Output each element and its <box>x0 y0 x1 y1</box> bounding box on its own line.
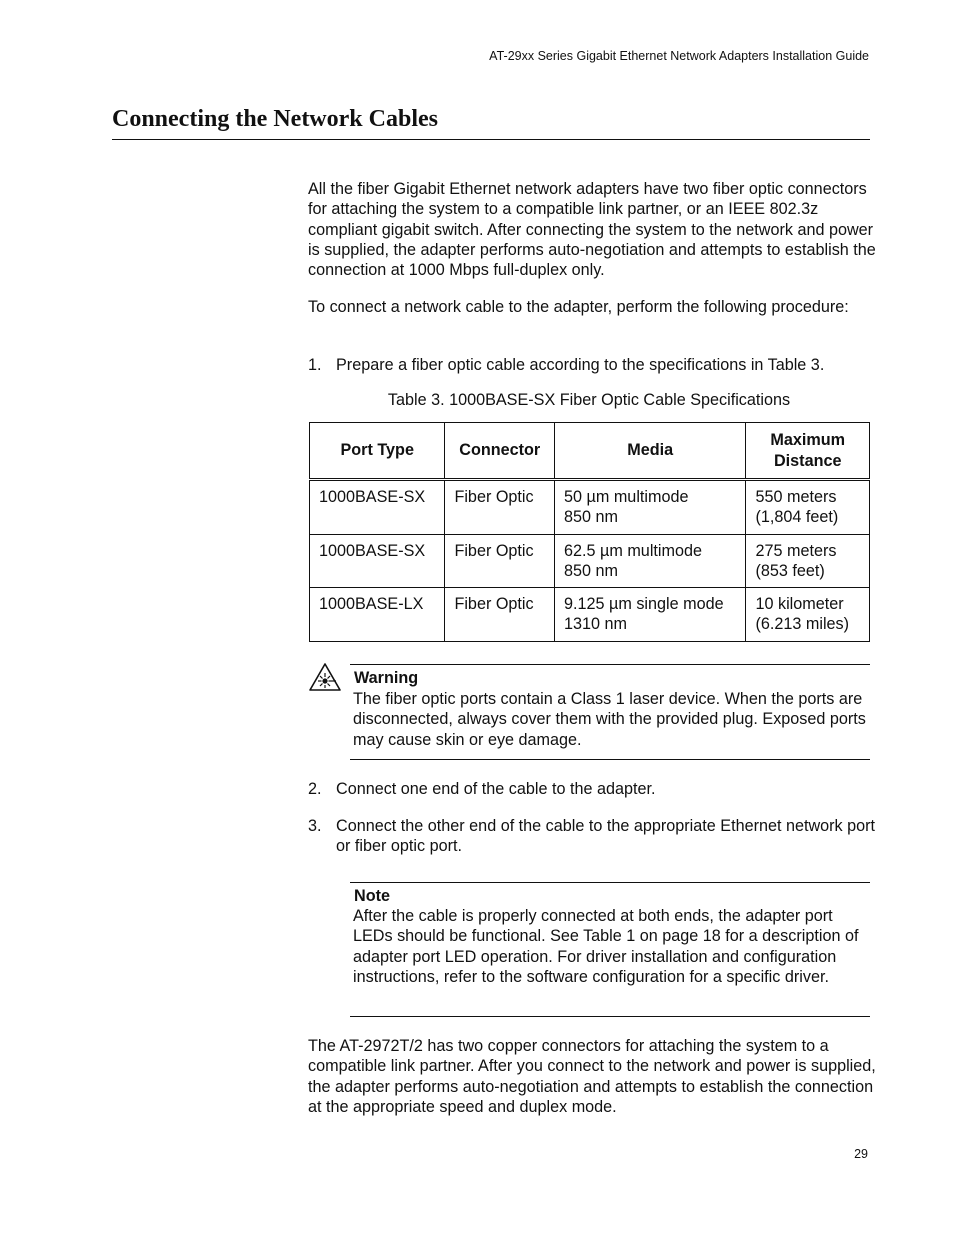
table-caption: Table 3. 1000BASE-SX Fiber Optic Cable Specifications <box>387 391 791 409</box>
cell-distance: 10 kilometer (6.213 miles) <box>746 588 870 642</box>
procedure-intro-paragraph: To connect a network cable to the adapter, perform the following procedure: <box>308 298 849 316</box>
step-3 <box>308 816 878 857</box>
page-number: 29 <box>854 1147 868 1161</box>
note-title: Note <box>354 887 390 905</box>
warning-bottom-rule <box>350 759 870 760</box>
cell-media: 9.125 µm single mode 1310 nm <box>555 588 746 642</box>
intro-paragraph: All the fiber Gigabit Ethernet network adapters have two fiber optic connectors for attaching the system to a compatible link partner, or an IEEE 802.3z compliant gigabit switch. After connecting the system to the network and power is supplied, the adapter performs auto-negotiation and attempts to establish the connection at 1000 Mbps full-duplex only. <box>308 180 876 280</box>
step-text: Prepare a fiber optic cable according to the specifications in Table 3. <box>336 356 825 374</box>
cell-connector: Fiber Optic <box>445 480 555 535</box>
step-2 <box>308 779 878 799</box>
step-number: 1. <box>308 356 322 374</box>
step-text: Connect the other end of the cable to the appropriate Ethernet network port or fiber optic port. <box>336 817 876 856</box>
cell-connector: Fiber Optic <box>445 588 555 642</box>
step-1 <box>308 355 878 375</box>
heading-rule <box>112 139 870 140</box>
note-body: After the cable is properly connected at both ends, the adapter port LEDs should be functional. See Table 1 on page 18 for a description of adapter port LED operation. For driver installation and configuration instructions, refer to the software configuration for a specific driver. <box>353 907 859 986</box>
note-bottom-rule <box>350 1016 870 1017</box>
running-header: AT-29xx Series Gigabit Ethernet Network Adapters Installation Guide <box>489 49 869 63</box>
cell-media: 50 µm multimode 850 nm <box>555 480 746 535</box>
note-top-rule <box>350 882 870 883</box>
cell-port-type: 1000BASE-SX <box>310 534 445 588</box>
cell-port-type: 1000BASE-LX <box>310 588 445 642</box>
laser-warning-icon <box>308 662 342 692</box>
cell-distance: 275 meters (853 feet) <box>746 534 870 588</box>
warning-title: Warning <box>354 669 419 687</box>
copper-paragraph: The AT-2972T/2 has two copper connectors for attaching the system to a compatible link partner. After you connect to the network and power is supplied, the adapter performs auto-negotiation and attempts to establish the connection at the appropriate speed and duplex mode. <box>308 1037 876 1116</box>
cell-media: 62.5 µm multimode 850 nm <box>555 534 746 588</box>
cell-distance: 550 meters (1,804 feet) <box>746 480 870 535</box>
step-text: Connect one end of the cable to the adapter. <box>336 780 656 798</box>
cell-port-type: 1000BASE-SX <box>310 480 445 535</box>
cable-spec-table <box>309 422 870 642</box>
table-header-row <box>310 423 870 480</box>
cell-connector: Fiber Optic <box>445 534 555 588</box>
header-media: Media <box>555 423 746 480</box>
step-number: 3. <box>308 817 322 835</box>
table-row <box>310 480 870 535</box>
table-row <box>310 588 870 642</box>
header-connector: Connector <box>445 423 555 480</box>
header-maximum-distance: Maximum Distance <box>746 423 870 480</box>
warning-top-rule <box>350 664 870 665</box>
warning-body: The fiber optic ports contain a Class 1 laser device. When the ports are disconnected, always cover them with the provided plug. Exposed ports may cause skin or eye damage. <box>353 690 866 749</box>
table-row <box>310 534 870 588</box>
step-number: 2. <box>308 780 322 798</box>
section-heading: Connecting the Network Cables <box>112 106 438 132</box>
header-port-type: Port Type <box>310 423 445 480</box>
